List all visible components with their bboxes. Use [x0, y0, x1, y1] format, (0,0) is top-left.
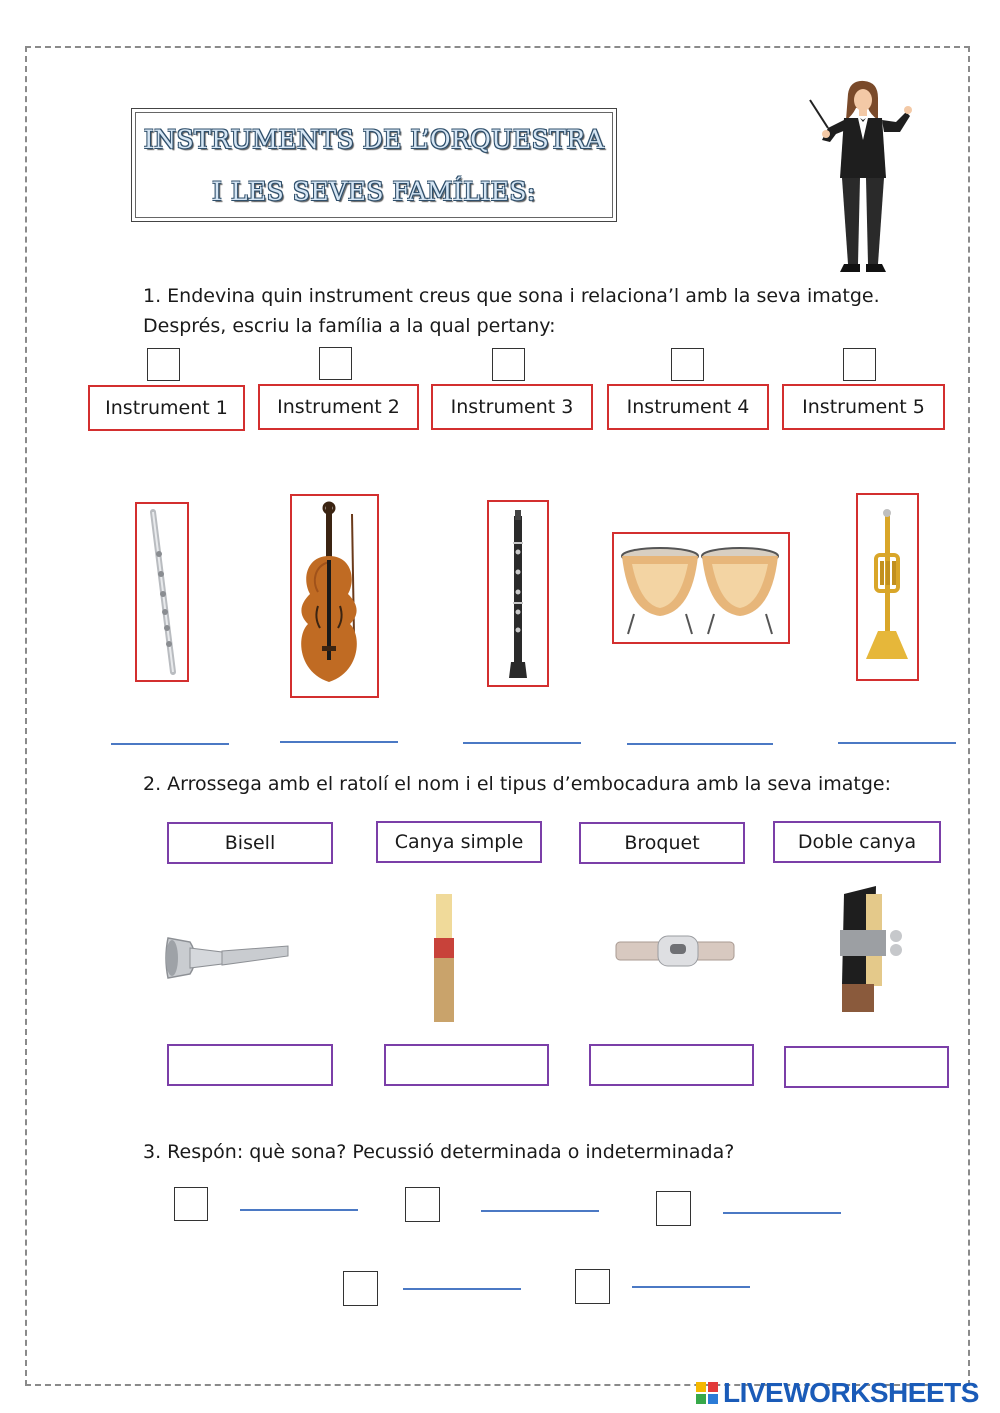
drop-target-4[interactable] — [784, 1046, 949, 1088]
instrument-5-checkbox[interactable] — [843, 348, 876, 381]
instrument-5-label[interactable]: Instrument 5 — [782, 384, 945, 430]
trumpet-icon — [858, 495, 917, 679]
trumpet-image[interactable] — [856, 493, 919, 681]
option-broquet[interactable]: Broquet — [579, 822, 745, 864]
instrument-3-checkbox[interactable] — [492, 348, 525, 381]
instrument-4-checkbox[interactable] — [671, 348, 704, 381]
section1-prompt-line2: Després, escriu la família a la qual pertany: — [143, 315, 556, 337]
cello-icon — [292, 496, 377, 696]
instrument-1-checkbox[interactable] — [147, 348, 180, 381]
answer-line-5[interactable] — [838, 742, 956, 744]
sound-2-answer-line[interactable] — [481, 1210, 599, 1212]
conductor-icon — [808, 78, 918, 278]
flute-image[interactable] — [135, 502, 189, 682]
liveworksheets-brand: LIVEWORKSHEETS — [723, 1377, 979, 1408]
timpani-icon — [614, 534, 788, 642]
title-line-2: I LES SEVES FAMÍLIES: — [212, 177, 536, 206]
title-box — [131, 108, 617, 222]
section2-prompt: 2. Arrossega amb el ratolí el nom i el tipus d’embocadura amb la seva imatge: — [143, 773, 892, 795]
flute-headjoint-icon — [614, 928, 736, 976]
option-canya-simple[interactable]: Canya simple — [376, 821, 542, 863]
instrument-3-label[interactable]: Instrument 3 — [431, 384, 593, 430]
clarinet-icon — [489, 502, 547, 685]
sound-1-answer-line[interactable] — [240, 1209, 358, 1211]
section1-prompt-line1: 1. Endevina quin instrument creus que sona i relaciona’l amb la seva imatge. — [143, 285, 880, 307]
answer-line-4[interactable] — [627, 743, 773, 745]
sound-5-checkbox[interactable] — [575, 1269, 610, 1304]
sound-4-checkbox[interactable] — [343, 1271, 378, 1306]
instrument-2-checkbox[interactable] — [319, 347, 352, 380]
clarinet-mouthpiece-icon — [830, 884, 910, 1016]
brass-mouthpiece-icon — [160, 918, 292, 998]
option-doble-canya[interactable]: Doble canya — [773, 821, 941, 863]
drop-target-3[interactable] — [589, 1044, 754, 1086]
liveworksheets-footer[interactable] — [695, 1376, 995, 1410]
sound-2-checkbox[interactable] — [405, 1187, 440, 1222]
drop-target-1[interactable] — [167, 1044, 333, 1086]
answer-line-2[interactable] — [280, 741, 398, 743]
instrument-4-label[interactable]: Instrument 4 — [607, 384, 769, 430]
flute-icon — [137, 504, 187, 680]
sound-4-answer-line[interactable] — [403, 1288, 521, 1290]
answer-line-1[interactable] — [111, 743, 229, 745]
drop-target-2[interactable] — [384, 1044, 549, 1086]
sound-1-checkbox[interactable] — [174, 1187, 208, 1221]
timpani-image[interactable] — [612, 532, 790, 644]
section3-prompt: 3. Respón: què sona? Pecussió determinada o indeterminada? — [143, 1141, 735, 1163]
clarinet-image[interactable] — [487, 500, 549, 687]
sound-3-checkbox[interactable] — [656, 1191, 691, 1226]
reed-icon — [424, 890, 464, 1026]
cello-image[interactable] — [290, 494, 379, 698]
sound-3-answer-line[interactable] — [723, 1212, 841, 1214]
instrument-2-label[interactable]: Instrument 2 — [258, 384, 419, 430]
instrument-1-label[interactable]: Instrument 1 — [88, 385, 245, 431]
sound-5-answer-line[interactable] — [632, 1286, 750, 1288]
title-line-1: INSTRUMENTS DE L’ORQUESTRA — [143, 125, 605, 154]
option-bisell[interactable]: Bisell — [167, 822, 333, 864]
liveworksheets-logo-icon — [695, 1381, 719, 1405]
answer-line-3[interactable] — [463, 742, 581, 744]
